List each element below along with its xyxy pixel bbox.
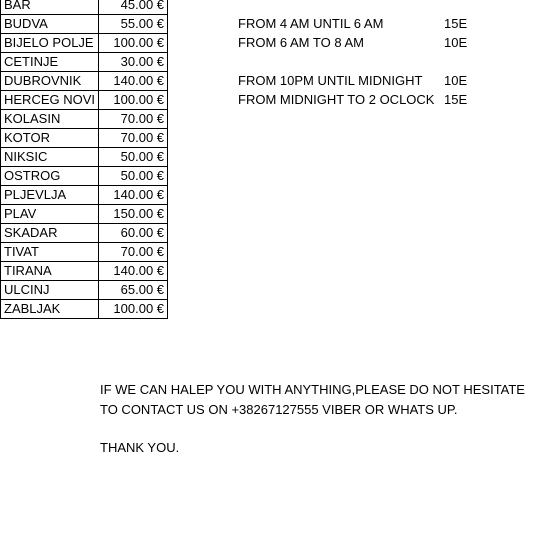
- destination-cell: KOLASIN: [1, 110, 99, 129]
- price-table-row: [1, 148, 168, 167]
- destination-cell: HERCEG NOVI: [1, 91, 99, 110]
- price-cell: 60.00 €: [99, 224, 168, 243]
- price-table-row: [1, 243, 168, 262]
- price-cell: 100.00 €: [99, 300, 168, 319]
- destination-cell: OSTROG: [1, 167, 99, 186]
- destination-cell: TIVAT: [1, 243, 99, 262]
- destination-cell: CETINJE: [1, 53, 99, 72]
- surcharge-amount: 15E: [444, 16, 468, 31]
- surcharge-time: FROM MIDNIGHT TO 2 OCLOCK: [238, 92, 435, 107]
- price-table-row: [1, 167, 168, 186]
- price-cell: 65.00 €: [99, 281, 168, 300]
- destination-cell: TIRANA: [1, 262, 99, 281]
- price-table-row: [1, 53, 168, 72]
- price-cell: 70.00 €: [99, 243, 168, 262]
- destination-cell: PLAV: [1, 205, 99, 224]
- price-table-row: [1, 72, 168, 91]
- destination-cell: PLJEVLJA: [1, 186, 99, 205]
- surcharge-row-3: [238, 73, 467, 89]
- destination-cell: BUDVA: [1, 15, 99, 34]
- price-table-row: [1, 262, 168, 281]
- price-table-row: [1, 129, 168, 148]
- price-table-body: [1, 0, 168, 319]
- surcharge-amount: 15E: [444, 92, 468, 107]
- price-cell: 30.00 €: [99, 53, 168, 72]
- price-cell: 55.00 €: [99, 15, 168, 34]
- price-cell: 50.00 €: [99, 148, 168, 167]
- destination-cell: ZABLJAK: [1, 300, 99, 319]
- price-cell: 150.00 €: [99, 205, 168, 224]
- surcharge-row-4: [238, 92, 467, 108]
- price-table-row: [1, 110, 168, 129]
- surcharge-time: FROM 10PM UNTIL MIDNIGHT: [238, 73, 423, 88]
- destination-cell: SKADAR: [1, 224, 99, 243]
- destination-price-table: [0, 0, 168, 319]
- destination-cell: DUBROVNIK: [1, 72, 99, 91]
- price-cell: 100.00 €: [99, 91, 168, 110]
- surcharge-time: FROM 4 AM UNTIL 6 AM: [238, 16, 384, 31]
- destination-cell: NIKSIC: [1, 148, 99, 167]
- destination-cell: KOTOR: [1, 129, 99, 148]
- surcharge-amount: 10E: [444, 35, 468, 50]
- price-table-row: [1, 224, 168, 243]
- destination-cell: BIJELO POLJE: [1, 34, 99, 53]
- price-table-row: [1, 34, 168, 53]
- destination-cell: ULCINJ: [1, 281, 99, 300]
- price-table-row: [1, 15, 168, 34]
- price-cell: 45.00 €: [99, 0, 168, 15]
- price-cell: 100.00 €: [99, 34, 168, 53]
- price-table-row: [1, 300, 168, 319]
- surcharge-amount: 10E: [444, 73, 468, 88]
- price-cell: 70.00 €: [99, 110, 168, 129]
- price-cell: 70.00 €: [99, 129, 168, 148]
- price-table-row: [1, 205, 168, 224]
- price-table-row: [1, 0, 168, 15]
- price-table-row: [1, 186, 168, 205]
- destination-cell: BAR: [1, 0, 99, 15]
- price-cell: 50.00 €: [99, 167, 168, 186]
- price-table-row: [1, 91, 168, 110]
- price-table-row: [1, 281, 168, 300]
- contact-note: IF WE CAN HALEP YOU WITH ANYTHING,PLEASE DO NOT HESITATE TO CONTACT US ON +38267127555 VIBER OR WHATS UP.: [100, 382, 525, 417]
- price-cell: 140.00 €: [99, 72, 168, 91]
- thank-you-note: THANK YOU.: [100, 440, 180, 455]
- surcharge-row-1: [238, 16, 467, 32]
- price-cell: 140.00 €: [99, 186, 168, 205]
- surcharge-time: FROM 6 AM TO 8 AM: [238, 35, 364, 50]
- price-cell: 140.00 €: [99, 262, 168, 281]
- surcharge-row-2: [238, 35, 467, 51]
